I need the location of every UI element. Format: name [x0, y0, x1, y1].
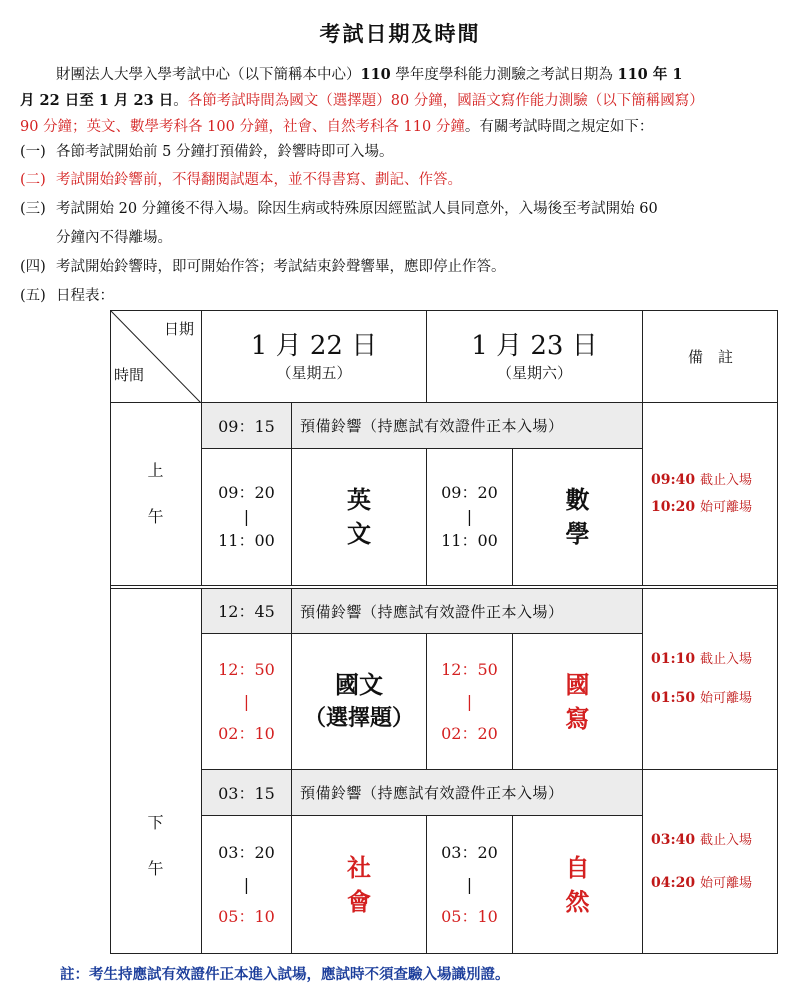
- remark-session1: 09:40 截止入場 10:20 始可離場: [642, 403, 778, 585]
- morning-label: 上 午: [147, 461, 180, 526]
- day2-header: 1 月 23 日 （星期六）: [426, 310, 642, 403]
- remark-header: 備 註: [642, 310, 778, 403]
- day1-session1-time: 09：20 | 11：00: [201, 449, 291, 585]
- subject-chinese: 國文 （選擇題）: [291, 634, 426, 770]
- footer-note: 註：考生持應試有效證件正本進入試場，應試時不須查驗入場識別證。: [60, 966, 510, 983]
- corner-date-label: 日期: [164, 320, 195, 338]
- rule-2: (二) 考試開始鈴響前，不得翻閱試題本，並不得書寫、劃記、作答。: [20, 172, 462, 188]
- remark-session3: 03:40 截止入場 04:20 始可離場: [642, 770, 778, 953]
- subject-science: 自 然: [512, 816, 642, 953]
- day2-session2-time: 12：50 | 02：20: [426, 634, 512, 770]
- day1-session3-time: 03：20 | 05：10: [201, 816, 291, 953]
- rule-3-continued: 分鐘內不得離場。: [56, 230, 172, 246]
- bell-time-1: 09：15: [201, 403, 291, 449]
- subject-english: 英 文: [291, 449, 426, 585]
- subject-math: 數 學: [512, 449, 642, 585]
- day1-session2-time: 12：50 | 02：10: [201, 634, 291, 770]
- bell-time-2: 12：45: [201, 589, 291, 634]
- corner-time-label: 時間: [114, 366, 145, 384]
- subject-chinese-writing: 國 寫: [512, 634, 642, 770]
- subject-social: 社 會: [291, 816, 426, 953]
- day2-session3-time: 03：20 | 05：10: [426, 816, 512, 953]
- rule-1: (一) 各節考試開始前 5 分鐘打預備鈴，鈴響時即可入場。: [20, 144, 394, 160]
- rule-3: (三) 考試開始 20 分鐘後不得入場。除因生病或特殊原因經監試人員同意外，入場後至考試開始 60: [20, 201, 658, 217]
- intro-paragraph: 財團法人大學入學考試中心（以下簡稱本中心）110 學年度學科能力測驗之考試日期為 110 年 1 月 22 日至 1 月 23 日。各節考試時間為國文（選擇題）80 分鐘，國語文寫作能力測驗（以下簡稱國寫） 90 分鐘；英文、數學考科各 100 分鐘，社會、自然考科各 110 分鐘。有關考試時間之規定如下：: [20, 66, 704, 135]
- remark-session2: 01:10 截止入場 01:50 始可離場: [642, 589, 778, 770]
- rule-5: (五) 日程表：: [20, 288, 114, 304]
- day2-session1-time: 09：20 | 11：00: [426, 449, 512, 585]
- page-title: 考試日期及時間: [319, 21, 481, 46]
- bell-text-1: 預備鈴響（持應試有效證件正本入場）: [291, 403, 642, 449]
- intro-text: 財團法人大學入學考試中心（以下簡稱本中心）: [56, 67, 361, 83]
- bell-text-3: 預備鈴響（持應試有效證件正本入場）: [291, 770, 642, 816]
- rule-4: (四) 考試開始鈴響時，即可開始作答；考試結束鈴聲響畢，應即停止作答。: [20, 259, 506, 275]
- day1-header: 1 月 22 日 （星期五）: [201, 310, 426, 403]
- bell-time-3: 03：15: [201, 770, 291, 816]
- afternoon-label: 下 午: [147, 813, 180, 878]
- bell-text-2: 預備鈴響（持應試有效證件正本入場）: [291, 589, 642, 634]
